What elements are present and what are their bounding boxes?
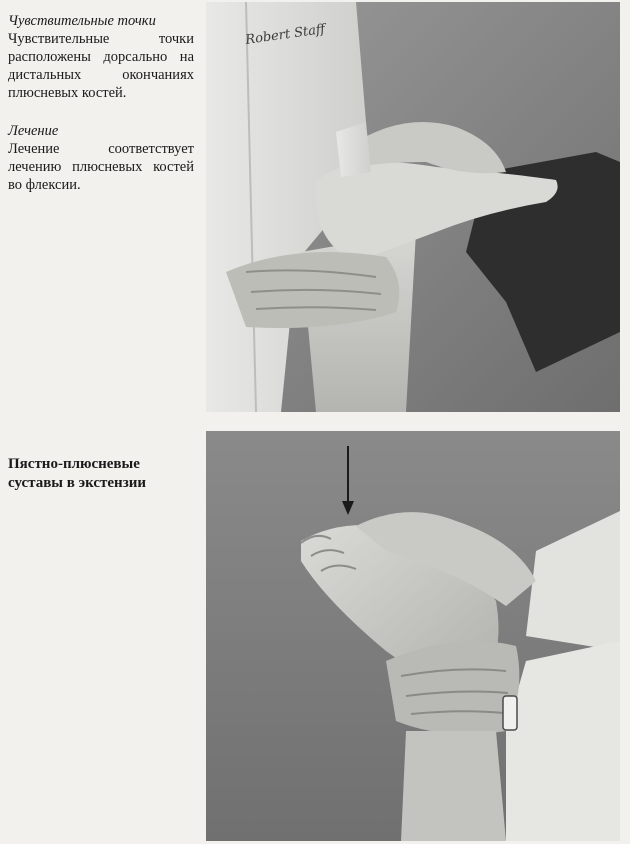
photo-foot-flexion-illustration — [206, 2, 620, 412]
paragraph-tender-points: Чувствительные точки расположены дорсально на дистальных окончаниях плюсневых костей. — [8, 31, 194, 101]
section-heading-tender-points: Чувствительные точки — [8, 13, 156, 29]
photo-mtp-extension — [206, 431, 620, 841]
lower-hand — [386, 641, 519, 734]
section-heading-treatment: Лечение — [8, 123, 59, 139]
section-heading-mtp-extension: Пястно-плюсневые суставы в экстензии — [8, 456, 147, 491]
lower-leg — [401, 731, 506, 841]
wristwatch-icon — [503, 696, 517, 730]
left-text-column — [8, 12, 194, 214]
coat-label: Robert Staff — [244, 21, 327, 48]
photo-mtp-extension-illustration — [206, 431, 620, 841]
photo-foot-flexion — [206, 2, 620, 412]
paragraph-treatment: Лечение соответствует лечению плюсневых костей во флексии. — [8, 141, 194, 193]
